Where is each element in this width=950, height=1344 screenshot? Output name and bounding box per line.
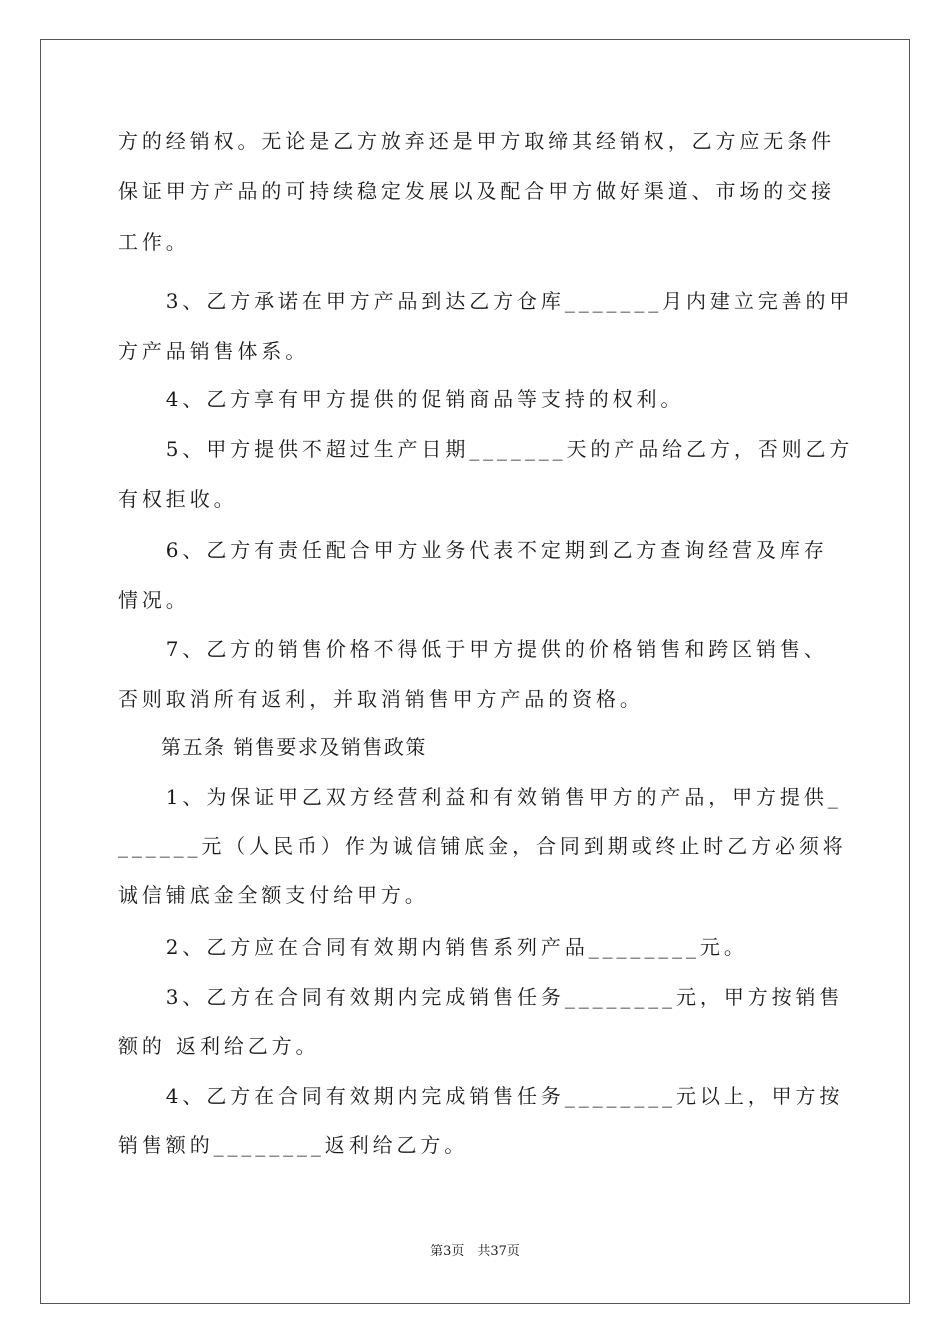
- text-line: 4、乙方享有甲方提供的促销商品等支持的权利。: [118, 387, 685, 411]
- text-line: 1、为保证甲乙双方经营利益和有效销售甲方的产品，甲方提供_: [118, 785, 842, 809]
- text-line: 5、甲方提供不超过生产日期_______天的产品给乙方，否则乙方: [118, 437, 854, 461]
- text-line: 有权拒收。: [118, 487, 238, 511]
- text-line: 诚信铺底金全额支付给甲方。: [118, 883, 429, 907]
- text-line: 额的 返利给乙方。: [118, 1034, 320, 1058]
- text-line: 保证甲方产品的可持续稳定发展以及配合甲方做好渠道、市场的交接: [118, 179, 835, 203]
- text-line: 2、乙方应在合同有效期内销售系列产品________元。: [118, 935, 748, 959]
- section-heading: 第五条 销售要求及销售政策: [118, 735, 427, 759]
- text-line: 3、乙方在合同有效期内完成销售任务________元，甲方按销售: [118, 985, 844, 1009]
- page-number-footer: 第3页 共37页: [430, 1244, 520, 1259]
- text-line: 销售额的________返利给乙方。: [118, 1133, 469, 1157]
- text-line: 4、乙方在合同有效期内完成销售任务________元以上，甲方按: [118, 1084, 844, 1108]
- text-line: 6、乙方有责任配合甲方业务代表不定期到乙方查询经营及库存: [118, 538, 828, 562]
- text-line: 情况。: [118, 588, 190, 612]
- text-line: ______元（人民币）作为诚信铺底金，合同到期或终止时乙方必须将: [118, 834, 847, 858]
- text-line: 工作。: [118, 230, 190, 254]
- text-line: 否则取消所有返利，并取消销售甲方产品的资格。: [118, 687, 644, 711]
- text-line: 7、乙方的销售价格不得低于甲方提供的价格销售和跨区销售、: [118, 637, 828, 661]
- text-line: 方的经销权。无论是乙方放弃还是甲方取缔其经销权，乙方应无条件: [118, 129, 835, 153]
- text-line: 3、乙方承诺在甲方产品到达乙方仓库_______月内建立完善的甲: [118, 289, 854, 313]
- text-line: 方产品销售体系。: [118, 339, 310, 363]
